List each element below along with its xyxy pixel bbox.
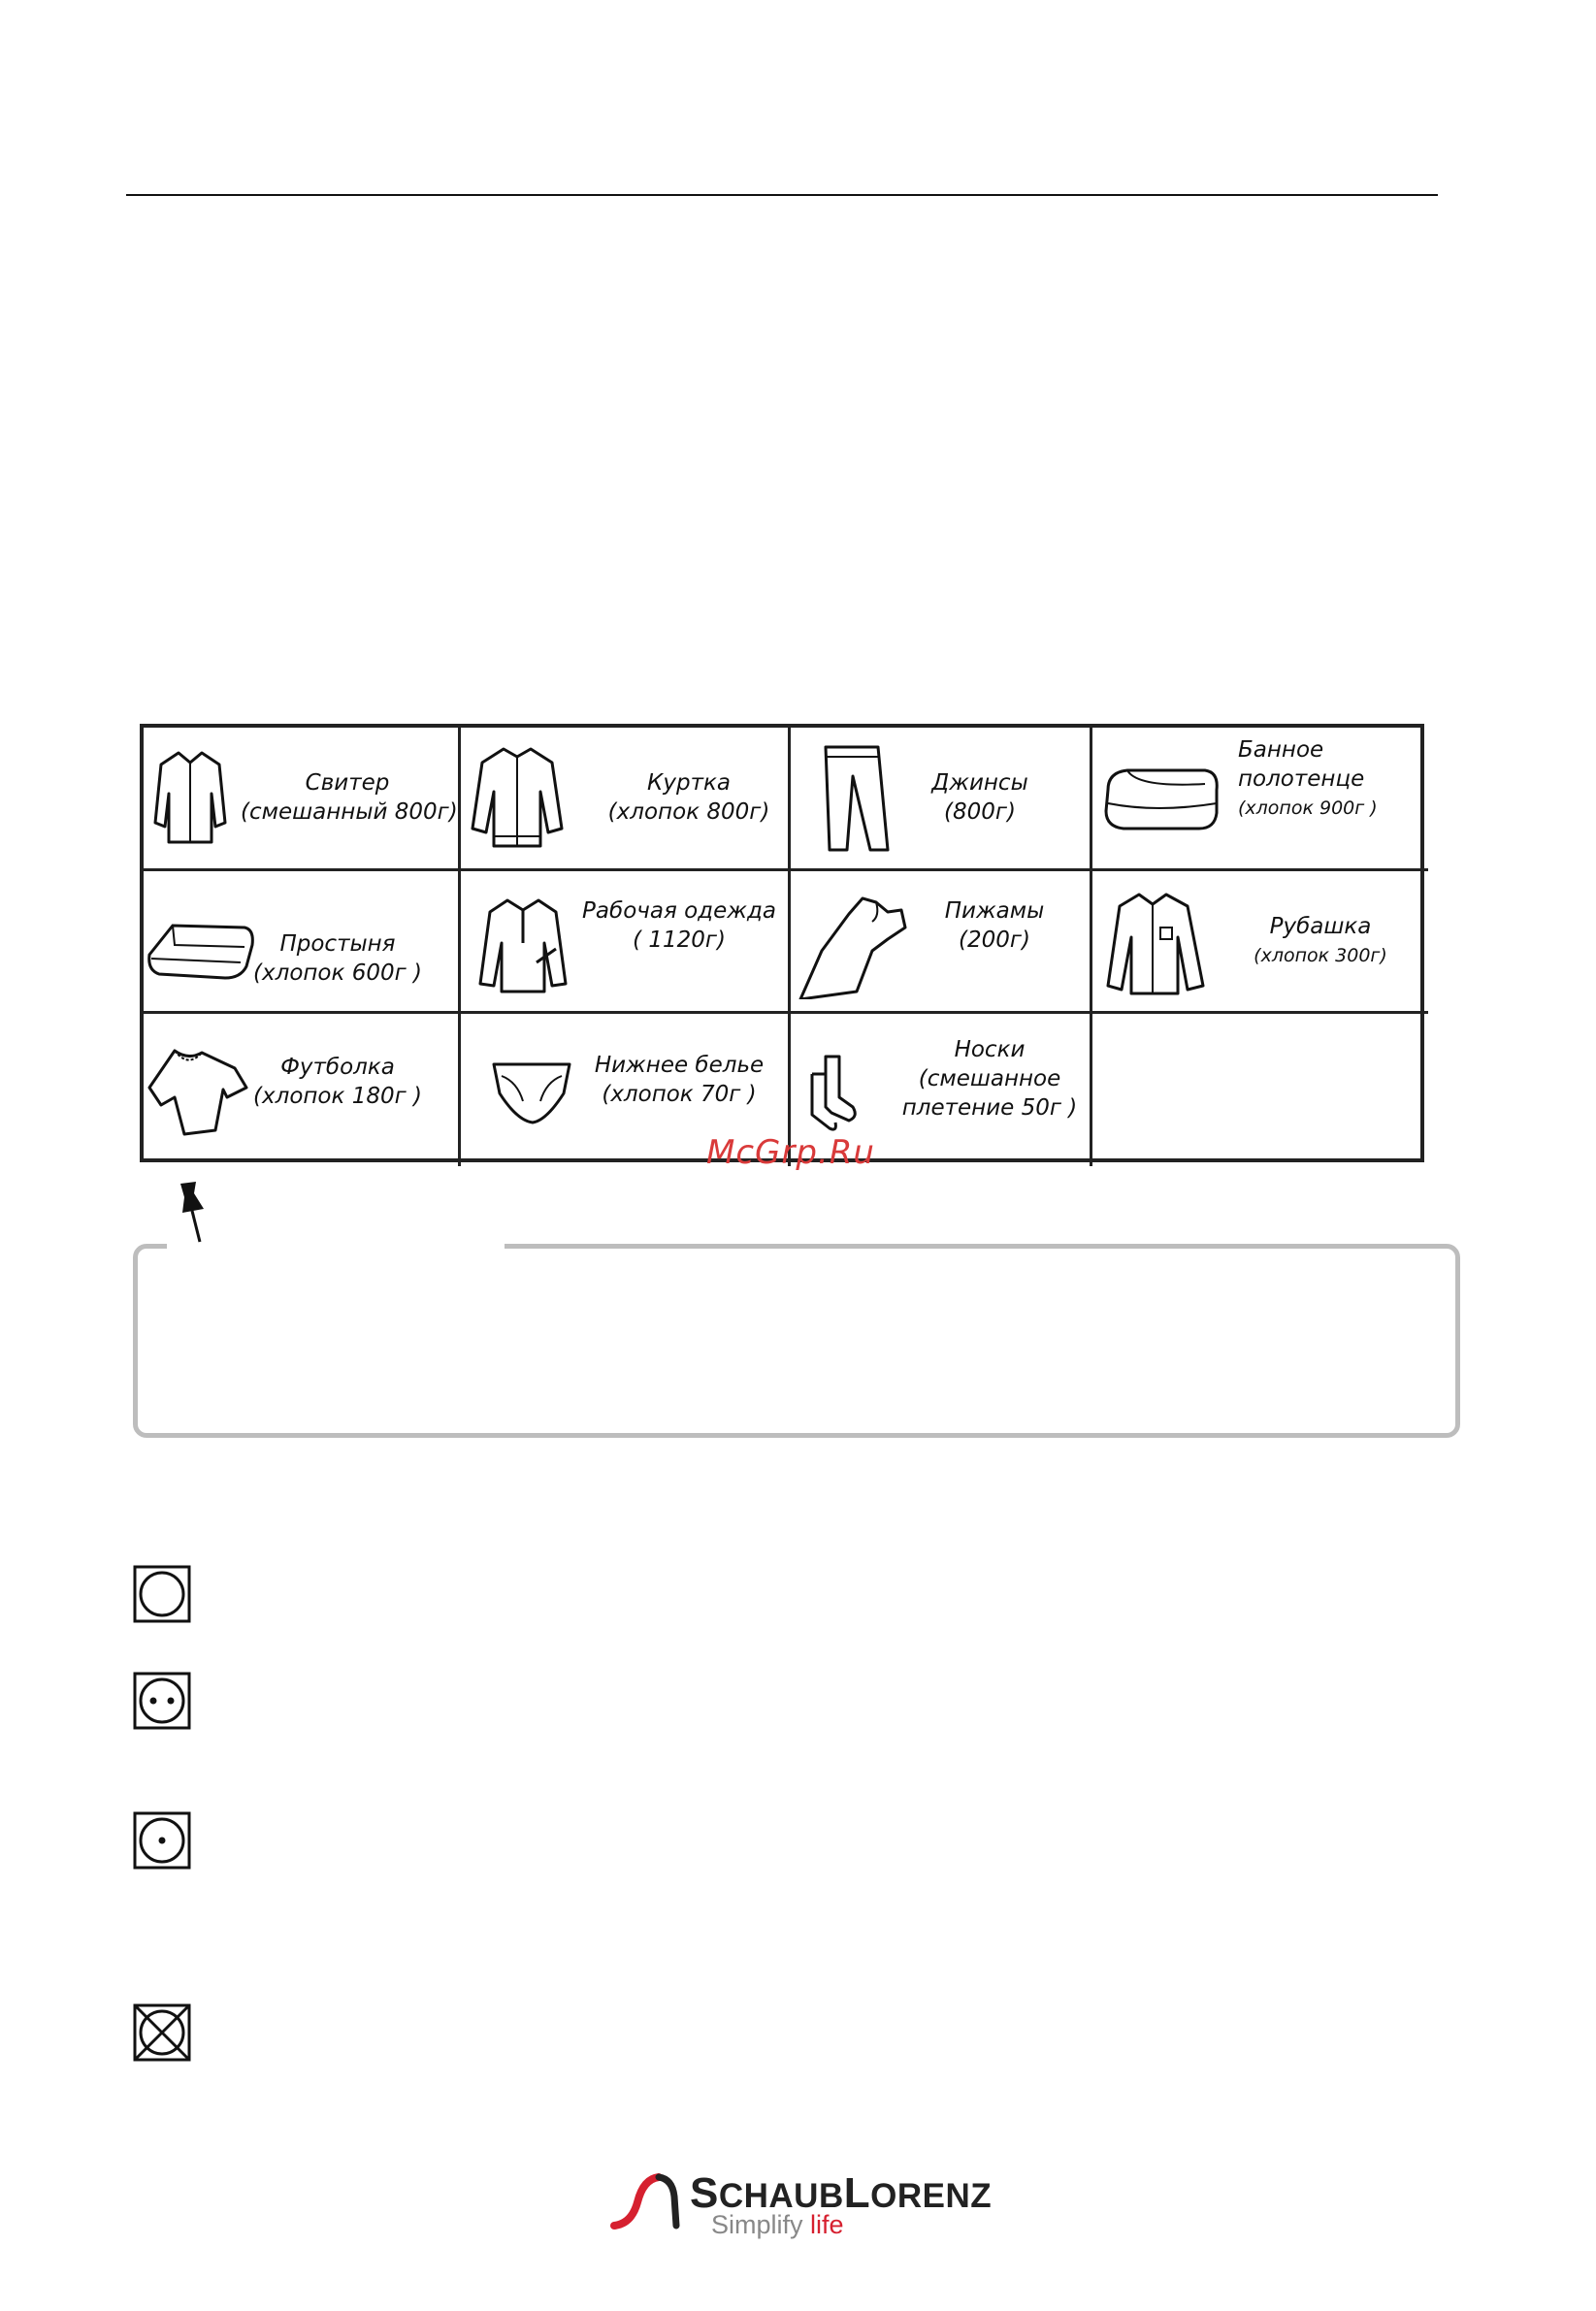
care-symbol-do-not-tumble-dry bbox=[132, 2002, 192, 2063]
item-name: Рабочая одежда bbox=[582, 898, 776, 924]
item-name: Джинсы bbox=[931, 770, 1028, 796]
socks-icon bbox=[802, 1051, 870, 1138]
pushpin-icon bbox=[171, 1178, 219, 1246]
item-weight: (800г) bbox=[944, 799, 1016, 825]
cell-bath-towel bbox=[1092, 728, 1428, 871]
item-weight: ( 1120г) bbox=[633, 928, 726, 953]
cell-empty bbox=[1092, 1014, 1428, 1166]
tumble-dry-medium-icon bbox=[132, 1671, 192, 1731]
laundry-weight-table bbox=[140, 724, 1424, 1162]
cell-jacket bbox=[461, 728, 791, 871]
item-name-cont: полотенце bbox=[1238, 766, 1365, 792]
tagline-simplify: Simplify bbox=[711, 2210, 811, 2239]
pajamas-icon bbox=[795, 893, 911, 999]
cell-tshirt bbox=[144, 1014, 461, 1166]
brand-logo bbox=[608, 2164, 993, 2241]
item-weight: плетение 50г ) bbox=[901, 1095, 1078, 1121]
care-symbol-tumble-dry-low bbox=[132, 1810, 192, 1871]
item-detail: (смешанное bbox=[918, 1066, 1061, 1091]
tshirt-icon bbox=[146, 1043, 252, 1140]
item-weight: (хлопок 600г ) bbox=[253, 960, 422, 986]
item-name: Куртка bbox=[647, 770, 731, 796]
header-rule bbox=[126, 194, 1438, 196]
item-name: Банное bbox=[1238, 737, 1324, 763]
shirt-icon bbox=[1102, 889, 1209, 1005]
logo-letter-s: S bbox=[690, 2169, 719, 2217]
care-symbol-tumble-dry-medium bbox=[132, 1671, 192, 1731]
item-weight: (смешанный 800г) bbox=[241, 799, 458, 825]
logo-word-orenz: ORENZ bbox=[870, 2177, 993, 2215]
item-name: Свитер bbox=[305, 770, 390, 796]
cell-sweater bbox=[144, 728, 461, 871]
item-name: Рубашка bbox=[1269, 914, 1372, 939]
tumble-dry-low-icon bbox=[132, 1810, 192, 1871]
item-weight: (хлопок 70г ) bbox=[602, 1082, 757, 1107]
towel-icon bbox=[1098, 755, 1224, 842]
sweater-icon bbox=[151, 745, 229, 852]
item-name: Футболка bbox=[280, 1055, 395, 1080]
item-weight: (хлопок 300г) bbox=[1254, 945, 1387, 966]
logo-tagline bbox=[711, 2210, 844, 2240]
watermark: McGrp.Ru bbox=[706, 1133, 875, 1172]
care-symbol-tumble-dry bbox=[132, 1564, 192, 1624]
underwear-icon bbox=[488, 1053, 575, 1130]
item-name: Простыня bbox=[279, 931, 396, 957]
cell-bedsheet bbox=[144, 871, 461, 1014]
do-not-tumble-dry-icon bbox=[132, 2002, 192, 2063]
item-weight: (хлопок 180г ) bbox=[253, 1084, 422, 1109]
note-box bbox=[133, 1244, 1460, 1438]
cell-jeans bbox=[791, 728, 1092, 871]
item-weight: (хлопок 900г ) bbox=[1238, 797, 1378, 819]
logo-word-chaub: CHAUB bbox=[718, 2177, 844, 2215]
cell-pajamas bbox=[791, 871, 1092, 1014]
item-name: Носки bbox=[954, 1037, 1026, 1062]
workwear-icon bbox=[474, 895, 571, 1001]
jeans-icon bbox=[816, 741, 894, 858]
logo-letter-l: L bbox=[843, 2169, 871, 2217]
cell-shirt bbox=[1092, 871, 1428, 1014]
logo-swoosh-icon bbox=[608, 2164, 686, 2241]
cell-workwear bbox=[461, 871, 791, 1014]
item-name: Нижнее белье bbox=[594, 1053, 765, 1078]
item-weight: (хлопок 800г) bbox=[607, 799, 770, 825]
jacket-icon bbox=[469, 743, 566, 855]
tagline-life: life bbox=[810, 2210, 844, 2239]
item-name: Пижамы bbox=[944, 898, 1045, 924]
tumble-dry-icon bbox=[132, 1564, 192, 1624]
item-weight: (200г) bbox=[959, 928, 1030, 953]
